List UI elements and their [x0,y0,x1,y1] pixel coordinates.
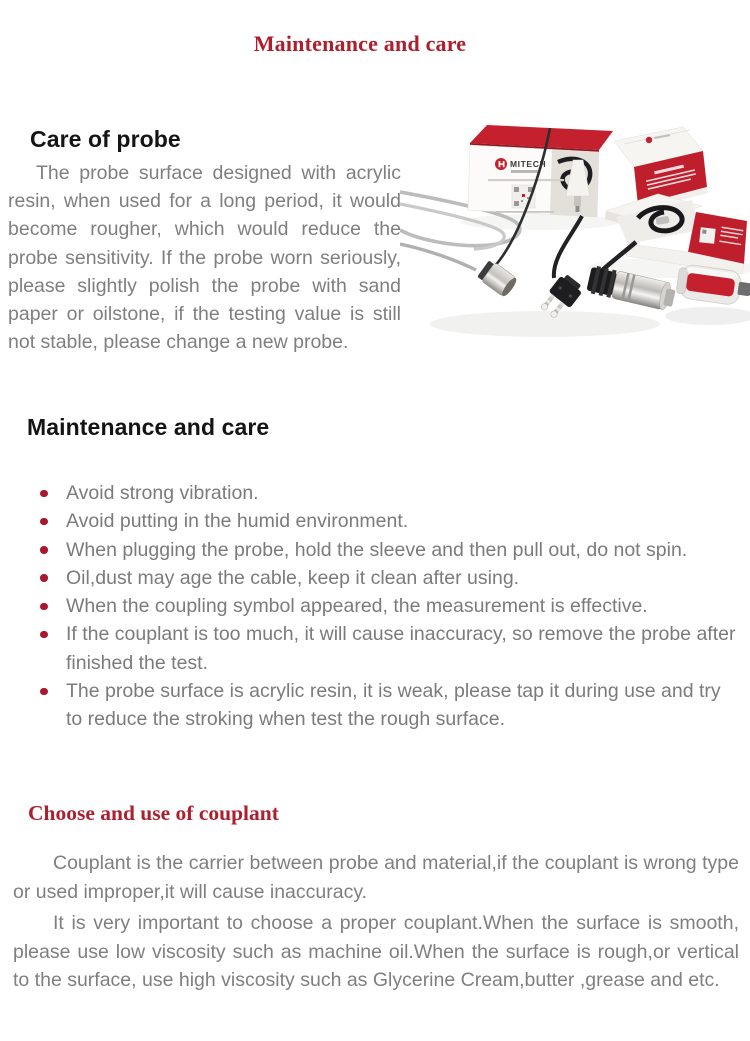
page-title: Maintenance and care [253,31,467,56]
bullet-item [38,479,740,507]
bullet-text: When plugging the probe, hold the sleeve and then pull out, do not spin. [66,538,688,561]
section-heading-care-of-probe: Care of probe [30,126,181,152]
couplant-paragraphs [13,849,739,995]
bullet-dot-icon [40,603,48,611]
maintenance-bullet-list [38,479,740,734]
bullet-text: Avoid putting in the humid environment. [66,510,409,533]
bullet-item [38,564,740,592]
bullet-text: The probe surface is acrylic resin, it is weak, please tap it during use and try to reduce the stroking when test the rough surface. [66,680,721,731]
product-photo [400,118,750,400]
couplant-paragraph-1: Couplant is the carrier between probe and material,if the couplant is wrong type or used improper,it will cause inaccuracy. [13,852,739,903]
bullet-text: Avoid strong vibration. [66,482,259,504]
bullet-text: Oil,dust may age the cable, keep it clean after using. [66,566,520,589]
bullet-item [38,620,740,677]
bullet-item [38,507,740,535]
bullet-item [38,536,740,564]
bullet-dot-icon [40,574,48,582]
bullet-dot-icon [40,490,48,498]
couplant-paragraph-2: It is very important to choose a proper couplant.When the surface is smooth, please use low viscosity such as machine oil.When the surface is rough,or vertical to the surface, use high viscosity such as Glycerine Cream,butter ,grease and etc. [13,912,739,992]
bullet-dot-icon [40,631,48,639]
bullet-text: If the couplant is too much, it will cause inaccuracy, so remove the probe after finished the test. [66,623,736,674]
care-of-probe-paragraph: The probe surface designed with acrylic resin, when used for a long period, it would become rougher, which would reduce the probe sensitivity. If the probe worn seriously, please slightly polish the probe with sand paper or oilstone, if the testing value is still not stable, please change a new probe. [8,162,401,354]
bullet-item [38,592,740,620]
bullet-item [38,677,740,734]
section-heading-maintenance: Maintenance and care [27,414,270,440]
small-probe [477,259,519,298]
section-heading-couplant: Choose and use of couplant [28,801,279,825]
brand-name: MITECH [510,159,547,169]
bullet-dot-icon [40,518,48,526]
bullet-dot-icon [40,688,48,696]
bullet-dot-icon [40,546,48,554]
bullet-text: When the coupling symbol appeared, the measurement is effective. [66,595,648,618]
